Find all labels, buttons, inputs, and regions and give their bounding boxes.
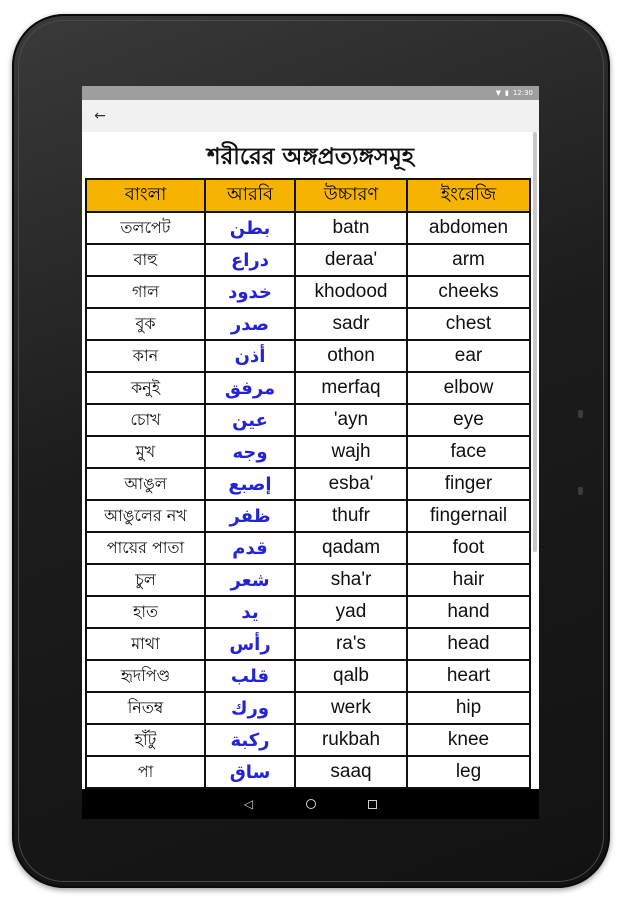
cell-arabic: ظفر bbox=[205, 500, 295, 532]
cell-pronunciation: khodood bbox=[295, 276, 407, 308]
cell-english: leg bbox=[407, 756, 530, 788]
cell-arabic: دراع bbox=[205, 244, 295, 276]
cell-bangla: চোখ bbox=[86, 404, 205, 436]
cell-bangla: নিতম্ব bbox=[86, 692, 205, 724]
header-english: ইংরেজি bbox=[407, 179, 530, 212]
table-row bbox=[86, 308, 530, 340]
cell-pronunciation: deraa' bbox=[295, 244, 407, 276]
cell-english: eye bbox=[407, 404, 530, 436]
vocabulary-table bbox=[85, 178, 531, 789]
table-row bbox=[86, 212, 530, 244]
table-row bbox=[86, 628, 530, 660]
table-row bbox=[86, 404, 530, 436]
cell-english: arm bbox=[407, 244, 530, 276]
table-row bbox=[86, 276, 530, 308]
cell-english: hip bbox=[407, 692, 530, 724]
cell-english: chest bbox=[407, 308, 530, 340]
cell-bangla: বাহু bbox=[86, 244, 205, 276]
cell-english: cheeks bbox=[407, 276, 530, 308]
cell-arabic: وجه bbox=[205, 436, 295, 468]
cell-bangla: হাঁটু bbox=[86, 724, 205, 756]
cell-bangla: পায়ের পাতা bbox=[86, 532, 205, 564]
cell-bangla: আঙুলের নখ bbox=[86, 500, 205, 532]
table-header-row bbox=[86, 179, 530, 212]
table-row bbox=[86, 468, 530, 500]
cell-arabic: بطن bbox=[205, 212, 295, 244]
cell-arabic: عين bbox=[205, 404, 295, 436]
header-pronunciation: উচ্চারণ bbox=[295, 179, 407, 212]
cell-english: ear bbox=[407, 340, 530, 372]
cell-bangla: বুক bbox=[86, 308, 205, 340]
cell-english: head bbox=[407, 628, 530, 660]
status-time: 12:30 bbox=[512, 89, 533, 97]
cell-pronunciation: thufr bbox=[295, 500, 407, 532]
table-row bbox=[86, 244, 530, 276]
cell-bangla: হাত bbox=[86, 596, 205, 628]
cell-bangla: মাথা bbox=[86, 628, 205, 660]
cell-bangla: চুল bbox=[86, 564, 205, 596]
cell-english: finger bbox=[407, 468, 530, 500]
header-bangla: বাংলা bbox=[86, 179, 205, 212]
content-area bbox=[82, 132, 539, 789]
nav-home-icon[interactable] bbox=[302, 795, 320, 813]
cell-pronunciation: saaq bbox=[295, 756, 407, 788]
cell-pronunciation: esba' bbox=[295, 468, 407, 500]
cell-pronunciation: merfaq bbox=[295, 372, 407, 404]
cell-bangla: পা bbox=[86, 756, 205, 788]
cell-pronunciation: batn bbox=[295, 212, 407, 244]
cell-arabic: قلب bbox=[205, 660, 295, 692]
cell-arabic: خدود bbox=[205, 276, 295, 308]
cell-arabic: شعر bbox=[205, 564, 295, 596]
cell-arabic: صدر bbox=[205, 308, 295, 340]
cell-english: knee bbox=[407, 724, 530, 756]
header-arabic: আরবি bbox=[205, 179, 295, 212]
cell-english: foot bbox=[407, 532, 530, 564]
cell-pronunciation: 'ayn bbox=[295, 404, 407, 436]
table-row bbox=[86, 692, 530, 724]
cell-english: face bbox=[407, 436, 530, 468]
side-button[interactable] bbox=[578, 410, 583, 418]
cell-bangla: তলপেট bbox=[86, 212, 205, 244]
battery-icon: ▮ bbox=[504, 88, 509, 97]
cell-bangla: গাল bbox=[86, 276, 205, 308]
cell-pronunciation: qalb bbox=[295, 660, 407, 692]
nav-recents-icon[interactable] bbox=[364, 795, 382, 813]
cell-bangla: মুখ bbox=[86, 436, 205, 468]
device-screen bbox=[82, 86, 539, 819]
cell-pronunciation: qadam bbox=[295, 532, 407, 564]
cell-arabic: أذن bbox=[205, 340, 295, 372]
cell-pronunciation: yad bbox=[295, 596, 407, 628]
table-row bbox=[86, 724, 530, 756]
cell-arabic: رأس bbox=[205, 628, 295, 660]
status-bar bbox=[82, 86, 539, 100]
cell-english: heart bbox=[407, 660, 530, 692]
cell-arabic: ركبة bbox=[205, 724, 295, 756]
table-row bbox=[86, 596, 530, 628]
wifi-icon: ▼ bbox=[495, 88, 501, 97]
cell-pronunciation: wajh bbox=[295, 436, 407, 468]
cell-arabic: ساق bbox=[205, 756, 295, 788]
page-title: শরীরের অঙ্গপ্রত্যঙ্গসমূহ bbox=[207, 143, 414, 170]
cell-arabic: قدم bbox=[205, 532, 295, 564]
cell-bangla: কনুই bbox=[86, 372, 205, 404]
cell-english: hair bbox=[407, 564, 530, 596]
table-row bbox=[86, 660, 530, 692]
back-arrow-icon[interactable]: ← bbox=[94, 108, 106, 124]
cell-arabic: مرفق bbox=[205, 372, 295, 404]
table-row bbox=[86, 756, 530, 788]
table-row bbox=[86, 372, 530, 404]
cell-bangla: আঙুল bbox=[86, 468, 205, 500]
table-row bbox=[86, 436, 530, 468]
cell-bangla: কান bbox=[86, 340, 205, 372]
table-row bbox=[86, 532, 530, 564]
table-row bbox=[86, 500, 530, 532]
scrollbar[interactable] bbox=[533, 132, 537, 552]
cell-english: abdomen bbox=[407, 212, 530, 244]
table-row bbox=[86, 564, 530, 596]
nav-back-icon[interactable]: ◁ bbox=[243, 797, 254, 811]
cell-arabic: ورك bbox=[205, 692, 295, 724]
cell-pronunciation: rukbah bbox=[295, 724, 407, 756]
cell-pronunciation: ra's bbox=[295, 628, 407, 660]
table-row bbox=[86, 340, 530, 372]
cell-english: fingernail bbox=[407, 500, 530, 532]
navigation-bar bbox=[82, 789, 539, 819]
cell-pronunciation: othon bbox=[295, 340, 407, 372]
table-body bbox=[86, 212, 530, 788]
cell-english: hand bbox=[407, 596, 530, 628]
app-bar bbox=[82, 100, 539, 133]
cell-pronunciation: sadr bbox=[295, 308, 407, 340]
cell-arabic: إصبع bbox=[205, 468, 295, 500]
cell-arabic: يد bbox=[205, 596, 295, 628]
side-button[interactable] bbox=[578, 487, 583, 495]
cell-pronunciation: sha'r bbox=[295, 564, 407, 596]
cell-english: elbow bbox=[407, 372, 530, 404]
cell-pronunciation: werk bbox=[295, 692, 407, 724]
cell-bangla: হৃদপিণ্ড bbox=[86, 660, 205, 692]
